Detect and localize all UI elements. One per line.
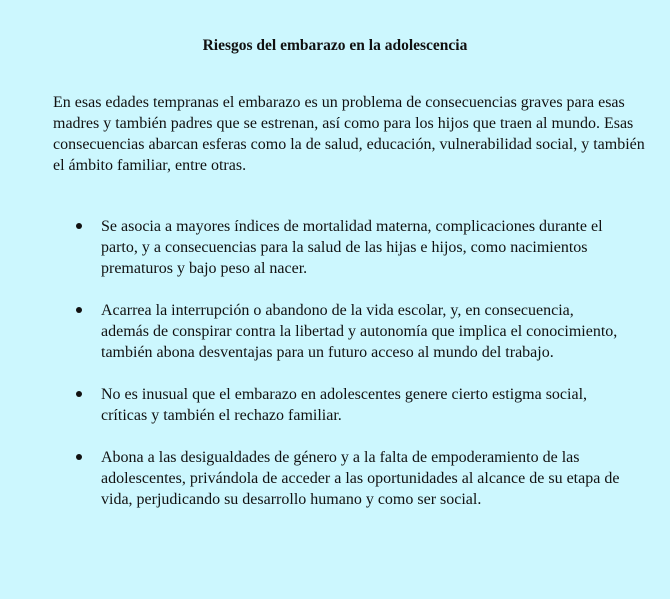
bullet-item: [0, 300, 621, 363]
bullet-icon: [76, 307, 82, 313]
bullet-text: Abona a las desigualdades de género y a la falta de empoderamiento de las adolescentes, privándola de acceder a las oportunidades al alcance de su etapa de vida, perjudicando su desarrollo humano y como ser social.: [101, 449, 620, 508]
bullet-icon: [76, 223, 82, 229]
page-title: Riesgos del embarazo en la adolescencia: [202, 37, 468, 54]
bullet-list: [0, 216, 670, 531]
bullet-item: [0, 216, 621, 279]
bullet-text: Se asocia a mayores índices de mortalidad materna, complicaciones durante el parto, y a consecuencias para la salud de las hijas e hijos, como nacimientos prematuros y bajo peso al nacer.: [101, 218, 603, 277]
bullet-item: [0, 447, 621, 510]
bullet-text: Acarrea la interrupción o abandono de la vida escolar, y, en consecuencia, además de conspirar contra la libertad y autonomía que implica el conocimiento, también abona desventajas para un futuro acceso al mundo del trabajo.: [101, 302, 618, 361]
bullet-icon: [76, 454, 82, 460]
bullet-icon: [76, 391, 82, 397]
intro-paragraph: En esas edades tempranas el embarazo es un problema de consecuencias graves para esas madres y también padres que se estrenan, así como para los hijos que traen al mundo. Esas consecuencias abarcan esferas como la de salud, educación, vulnerabilidad social, y también el ámbito familiar, entre otras.: [53, 94, 645, 174]
bullet-item: [0, 384, 621, 426]
bullet-text: No es inusual que el embarazo en adolescentes genere cierto estigma social, críticas y también el rechazo familiar.: [101, 386, 588, 424]
